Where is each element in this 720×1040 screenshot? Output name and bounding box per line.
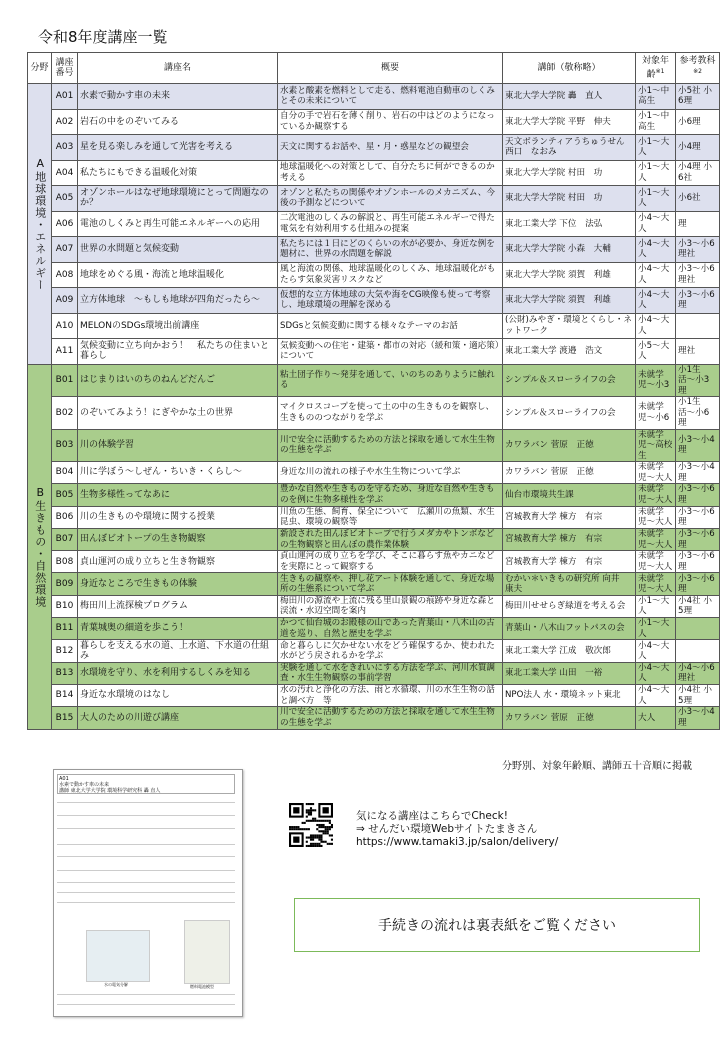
course-number: B02 xyxy=(52,397,78,430)
course-summary: 自分の手で岩石を薄く削り、岩石の中はどのようになっているか観察する xyxy=(278,109,503,135)
course-age: 小4〜大人 xyxy=(636,684,676,706)
course-lecturer: カワラバン 菅原 正徳 xyxy=(503,429,636,462)
course-summary: 地球温暖化への対策として、自分たちに何ができるのか考える xyxy=(278,160,503,186)
course-name: 暮らしを支える水の道、上水道、下水道の仕組み xyxy=(78,640,278,662)
course-summary: 命と暮らしに欠かせない水をどう確保するか、使われた水がどう戻されるかを学ぶ xyxy=(278,640,503,662)
course-lecturer: 天文ボランティアうちゅうせん 西口 なおみ xyxy=(503,135,636,161)
course-lecturer: 東北工業大学 山田 一裕 xyxy=(503,662,636,684)
table-row xyxy=(28,484,720,506)
course-textbook: 小1生活〜小3理 xyxy=(676,364,720,397)
course-number: B13 xyxy=(52,662,78,684)
course-textbook: 小6社 xyxy=(676,186,720,212)
course-lecturer: 仙台市環境共生課 xyxy=(503,484,636,506)
table-row xyxy=(28,551,720,573)
course-age: 未就学児〜小3 xyxy=(636,364,676,397)
course-number: A06 xyxy=(52,211,78,237)
course-age: 未就学児〜大人 xyxy=(636,506,676,528)
divider xyxy=(57,994,235,995)
course-lecturer: シンプル＆スローライフの会 xyxy=(503,364,636,397)
course-age: 小4〜大人 xyxy=(636,288,676,314)
thumbnail-num: A01 xyxy=(59,776,69,782)
course-lecturer: 東北大学大学院 須賀 利雄 xyxy=(503,262,636,288)
course-age: 未就学児〜大人 xyxy=(636,573,676,595)
course-summary: マイクロスコープを使って土の中の生きものを観察し、生きもののつながりを学ぶ xyxy=(278,397,503,430)
course-age: 大人 xyxy=(636,707,676,729)
header-lecturer: 講師（敬称略） xyxy=(503,53,636,84)
course-textbook: 小3〜小6理社 xyxy=(676,262,720,288)
thumbnail-name: 水素で動かす車の未来 xyxy=(59,782,110,788)
course-textbook: 小3〜小6理 xyxy=(676,506,720,528)
course-textbook: 小1生活〜小6理 xyxy=(676,397,720,430)
course-age: 未就学児〜小6 xyxy=(636,397,676,430)
course-age: 小4〜大人 xyxy=(636,640,676,662)
course-number: B12 xyxy=(52,640,78,662)
course-lecturer: 東北大学大学院 轟 直人 xyxy=(503,84,636,110)
course-age: 小4〜大人 xyxy=(636,313,676,339)
course-number: A02 xyxy=(52,109,78,135)
table-row xyxy=(28,640,720,662)
course-lecturer: NPO法人 水・環境ネット東北 xyxy=(503,684,636,706)
course-textbook: 小6理 xyxy=(676,109,720,135)
course-number: B09 xyxy=(52,573,78,595)
course-summary: 貞山運河の成り立ちを学び、そこに暮らす魚やカニなどを実際にとって観察する xyxy=(278,551,503,573)
course-age: 小1〜大人 xyxy=(636,135,676,161)
course-name: 電池のしくみと再生可能エネルギーへの応用 xyxy=(78,211,278,237)
header-summary: 概要 xyxy=(278,53,503,84)
course-table xyxy=(27,52,720,730)
course-number: B14 xyxy=(52,684,78,706)
divider xyxy=(57,815,235,816)
table-row xyxy=(28,237,720,263)
course-lecturer: カワラバン 菅原 正徳 xyxy=(503,462,636,484)
table-row xyxy=(28,707,720,729)
course-number: A11 xyxy=(52,339,78,365)
category-label: A地球環境・エネルギー xyxy=(28,84,52,365)
course-textbook: 理 xyxy=(676,211,720,237)
course-textbook xyxy=(676,313,720,339)
course-lecturer: 宮城教育大学 棟方 有宗 xyxy=(503,551,636,573)
course-textbook: 小3〜小6理 xyxy=(676,288,720,314)
course-lecturer: 宮城教育大学 棟方 有宗 xyxy=(503,506,636,528)
table-row xyxy=(28,595,720,617)
course-name: 水環境を守り、水を利用するしくみを知る xyxy=(78,662,278,684)
course-summary: オゾンと私たちの関係やオゾンホールのメカニズム、今後の予測などについて xyxy=(278,186,503,212)
photo-electrolysis xyxy=(86,930,150,982)
course-number: B01 xyxy=(52,364,78,397)
table-row xyxy=(28,313,720,339)
divider xyxy=(57,856,235,857)
course-number: B06 xyxy=(52,506,78,528)
course-age: 小1〜中高生 xyxy=(636,109,676,135)
course-number: A04 xyxy=(52,160,78,186)
category-label: B生きもの・自然環境 xyxy=(28,364,52,729)
procedure-notice: 手続きの流れは裏表紙をご覧ください xyxy=(294,898,700,952)
header-textbook: 参考教科$^{※2}$ xyxy=(676,53,720,84)
course-number: A03 xyxy=(52,135,78,161)
divider xyxy=(57,870,235,871)
course-name: 身近な水環境のはなし xyxy=(78,684,278,706)
course-summary: 水の汚れと浄化の方法、雨と水循環、川の水生生物の話と調べ方 等 xyxy=(278,684,503,706)
course-summary: 実験を通して水をきれいにする方法を学ぶ、河川水質調査・水生生物観察の事前学習 xyxy=(278,662,503,684)
course-lecturer: 青葉山・八木山フットパスの会 xyxy=(503,618,636,640)
course-age: 未就学児〜高校生 xyxy=(636,429,676,462)
table-row xyxy=(28,288,720,314)
course-lecturer: 東北工業大学 渡邉 浩文 xyxy=(503,339,636,365)
course-summary: 生きもの観察や、押し花アート体験を通して、身近な場所の生態系について学ぶ xyxy=(278,573,503,595)
course-number: A01 xyxy=(52,84,78,110)
course-name: 私たちにもできる温暖化対策 xyxy=(78,160,278,186)
course-textbook: 理社 xyxy=(676,339,720,365)
course-number: B10 xyxy=(52,595,78,617)
course-summary: 仮想的な立方体地球の大気や海をCG映像も使って考察し、地球環境の理解を深める xyxy=(278,288,503,314)
course-lecturer: 梅田川せせらぎ緑道を考える会 xyxy=(503,595,636,617)
course-lecturer: 東北大学大学院 平野 伸夫 xyxy=(503,109,636,135)
course-name: 岩石の中をのぞいてみる xyxy=(78,109,278,135)
course-textbook: 小3〜小6理 xyxy=(676,551,720,573)
course-name: 川の体験学習 xyxy=(78,429,278,462)
course-age: 小4〜大人 xyxy=(636,211,676,237)
divider xyxy=(57,1004,235,1005)
divider xyxy=(57,802,235,803)
course-number: B15 xyxy=(52,707,78,729)
course-lecturer: 東北工業大学 江成 敬次郎 xyxy=(503,640,636,662)
course-summary: 川で安全に活動するための方法と採取を通して水生生物の生態を学ぶ xyxy=(278,429,503,462)
course-summary: 二次電池のしくみの解説と、再生可能エネルギーで得た電気を有効利用する仕組みの提案 xyxy=(278,211,503,237)
table-row xyxy=(28,662,720,684)
course-age: 小1〜中高生 xyxy=(636,84,676,110)
header-name: 講座名 xyxy=(78,53,278,84)
course-summary: SDGsと気候変動に関する様々なテーマのお話 xyxy=(278,313,503,339)
course-age: 未就学児〜大人 xyxy=(636,462,676,484)
course-number: A09 xyxy=(52,288,78,314)
course-lecturer: カワラバン 菅原 正徳 xyxy=(503,707,636,729)
table-row xyxy=(28,573,720,595)
course-name: 貞山運河の成り立ちと生き物観察 xyxy=(78,551,278,573)
course-textbook: 小3〜小6理 xyxy=(676,528,720,550)
table-row xyxy=(28,364,720,397)
table-row xyxy=(28,618,720,640)
course-number: B11 xyxy=(52,618,78,640)
divider xyxy=(57,902,235,903)
divider xyxy=(57,844,235,845)
course-textbook: 小3〜小4理 xyxy=(676,707,720,729)
course-age: 小1〜大人 xyxy=(636,186,676,212)
course-number: A07 xyxy=(52,237,78,263)
table-row xyxy=(28,262,720,288)
table-row xyxy=(28,160,720,186)
course-name: 梅田川上流探検プログラム xyxy=(78,595,278,617)
sample-sheet-thumbnail xyxy=(53,769,243,1017)
course-textbook: 小3〜小6理 xyxy=(676,573,720,595)
course-age: 小1〜大人 xyxy=(636,595,676,617)
course-lecturer: (公財)みやぎ・環境とくらし・ネットワーク xyxy=(503,313,636,339)
thumbnail-header xyxy=(57,774,235,794)
divider xyxy=(57,882,235,883)
course-number: B08 xyxy=(52,551,78,573)
header-num: 講座番号 xyxy=(52,53,78,84)
course-summary: 私たちには１日にどのくらいの水が必要か、身近な例を題材に、世界の水問題を解説 xyxy=(278,237,503,263)
course-summary: 梅田川の源流や上流に残る里山景観の痕跡や身近な森と渓流・水辺空間を案内 xyxy=(278,595,503,617)
course-summary: 天文に関するお話や、星・月・惑星などの観望会 xyxy=(278,135,503,161)
course-age: 未就学児〜大人 xyxy=(636,528,676,550)
course-name: 川の生きものや環境に関する授業 xyxy=(78,506,278,528)
course-age: 小4〜大人 xyxy=(636,262,676,288)
course-number: B07 xyxy=(52,528,78,550)
site-name[interactable]: ⇒ せんだい環境Webサイトたまきさん xyxy=(356,823,538,835)
course-age: 小5〜大人 xyxy=(636,339,676,365)
table-row xyxy=(28,109,720,135)
course-name: MELONのSDGs環境出前講座 xyxy=(78,313,278,339)
course-lecturer: シンプル＆スローライフの会 xyxy=(503,397,636,430)
course-name: 星を見る楽しみを通して光害を考える xyxy=(78,135,278,161)
divider xyxy=(57,892,235,893)
course-textbook: 小3〜小4理 xyxy=(676,429,720,462)
course-summary: かつて仙台城のお殿様の山であった青葉山・八木山の古道を巡り、自然と歴史を学ぶ xyxy=(278,618,503,640)
course-textbook: 小5社 小6理 xyxy=(676,84,720,110)
qr-code[interactable] xyxy=(289,803,333,847)
course-summary: 水素と酸素を燃料として走る、燃料電池自動車のしくみとその未来について xyxy=(278,84,503,110)
table-row xyxy=(28,429,720,462)
course-lecturer: 東北工業大学 下位 法弘 xyxy=(503,211,636,237)
course-lecturer: 東北大学大学院 小森 大輔 xyxy=(503,237,636,263)
table-row xyxy=(28,211,720,237)
course-name: 青葉城奥の細道を歩こう！ xyxy=(78,618,278,640)
course-number: A08 xyxy=(52,262,78,288)
course-name: 気候変動に立ち向かおう！ 私たちの住まいと暮らし xyxy=(78,339,278,365)
course-age: 小4〜大人 xyxy=(636,237,676,263)
course-number: B03 xyxy=(52,429,78,462)
course-name: 立方体地球 〜もしも地球が四角だったら〜 xyxy=(78,288,278,314)
course-textbook: 小4社 小5理 xyxy=(676,595,720,617)
course-summary: 粘土団子作り〜発芽を通して、いのちのありように触れる xyxy=(278,364,503,397)
header-age: 対象年齢$^{※1}$ xyxy=(636,53,676,84)
course-number: A05 xyxy=(52,186,78,212)
course-textbook: 小4理 小6社 xyxy=(676,160,720,186)
listing-order-note: 分野別、対象年齢順、講師五十音順に掲載 xyxy=(502,761,692,772)
course-lecturer: むかい＊いきもの研究所 向井 康夫 xyxy=(503,573,636,595)
course-number: B04 xyxy=(52,462,78,484)
course-summary: 川で安全に活動するための方法と採取を通して水生生物の生態を学ぶ xyxy=(278,707,503,729)
course-name: はじまりはいのちのねんどだんご xyxy=(78,364,278,397)
table-row xyxy=(28,84,720,110)
course-summary: 新設された田んぼビオトープで行うメダカやトンボなどの生物観察と田んぼの農作業体験 xyxy=(278,528,503,550)
course-age: 小1〜大人 xyxy=(636,160,676,186)
course-lecturer: 東北大学大学院 村田 功 xyxy=(503,186,636,212)
caption-2: 燃料電池模型 xyxy=(190,984,214,989)
course-textbook: 小4〜小6理社 xyxy=(676,662,720,684)
course-summary: 身近な川の流れの様子や水生生物について学ぶ xyxy=(278,462,503,484)
course-textbook: 小3〜小4理 xyxy=(676,462,720,484)
course-name: 水素で動かす車の未来 xyxy=(78,84,278,110)
course-textbook: 小4理 xyxy=(676,135,720,161)
table-row xyxy=(28,462,720,484)
table-row xyxy=(28,339,720,365)
check-text: 気になる講座はこちらでCheck! xyxy=(356,810,508,822)
table-header-row xyxy=(28,53,720,84)
table-row xyxy=(28,186,720,212)
course-name: オゾンホールはなぜ地球環境にとって問題なのか？ xyxy=(78,186,278,212)
site-url[interactable]: https://www.tamaki3.jp/salon/delivery/ xyxy=(356,836,559,848)
course-textbook: 小3〜小6理社 xyxy=(676,237,720,263)
course-lecturer: 宮城教育大学 棟方 有宗 xyxy=(503,528,636,550)
table-row xyxy=(28,135,720,161)
course-name: 川に学ぼう〜しぜん・ちいき・くらし〜 xyxy=(78,462,278,484)
course-age: 未就学児〜大人 xyxy=(636,551,676,573)
course-name: 世界の水問題と気候変動 xyxy=(78,237,278,263)
header-field: 分野 xyxy=(28,53,52,84)
table-row xyxy=(28,506,720,528)
table-row xyxy=(28,528,720,550)
course-textbook xyxy=(676,618,720,640)
course-summary: 豊かな自然や生きものを守るため、身近な自然や生きものを例に生物多様性を学ぶ xyxy=(278,484,503,506)
course-name: 地球をめぐる風・海流と地球温暖化 xyxy=(78,262,278,288)
course-age: 未就学児〜大人 xyxy=(636,484,676,506)
page-title: 令和8年度講座一覧 xyxy=(38,28,168,46)
course-lecturer: 東北大学大学院 村田 功 xyxy=(503,160,636,186)
course-summary: 川魚の生態、飼育、保全について 広瀬川の魚類、水生昆虫、環境の観察等 xyxy=(278,506,503,528)
course-name: 大人のための川遊び講座 xyxy=(78,707,278,729)
course-name: 田んぼビオトープの生き物観察 xyxy=(78,528,278,550)
thumbnail-lecturer: 講師 東北大学大学院 環境科学研究科 轟 直人 xyxy=(59,788,161,794)
photo-fuel-cell-model xyxy=(184,920,230,984)
course-name: 生物多様性ってなあに xyxy=(78,484,278,506)
table-row xyxy=(28,397,720,430)
course-textbook xyxy=(676,640,720,662)
course-lecturer: 東北大学大学院 須賀 利雄 xyxy=(503,288,636,314)
course-textbook: 小4社 小5理 xyxy=(676,684,720,706)
table-row xyxy=(28,684,720,706)
course-summary: 気候変動への住宅・建築・都市の対応（緩和策・適応策）について xyxy=(278,339,503,365)
caption-1: 水の電気分解 xyxy=(104,982,128,987)
qr-description xyxy=(356,810,558,849)
course-number: A10 xyxy=(52,313,78,339)
course-number: B05 xyxy=(52,484,78,506)
course-name: のぞいてみよう！にぎやかな土の世界 xyxy=(78,397,278,430)
course-textbook: 小3〜小6理 xyxy=(676,484,720,506)
course-name: 身近なところで生きもの体験 xyxy=(78,573,278,595)
course-age: 小4〜大人 xyxy=(636,662,676,684)
course-age: 小1〜大人 xyxy=(636,618,676,640)
course-summary: 風と海流の関係、地球温暖化のしくみ、地球温暖化がもたらす気象災害リスクなど xyxy=(278,262,503,288)
divider xyxy=(57,828,235,829)
